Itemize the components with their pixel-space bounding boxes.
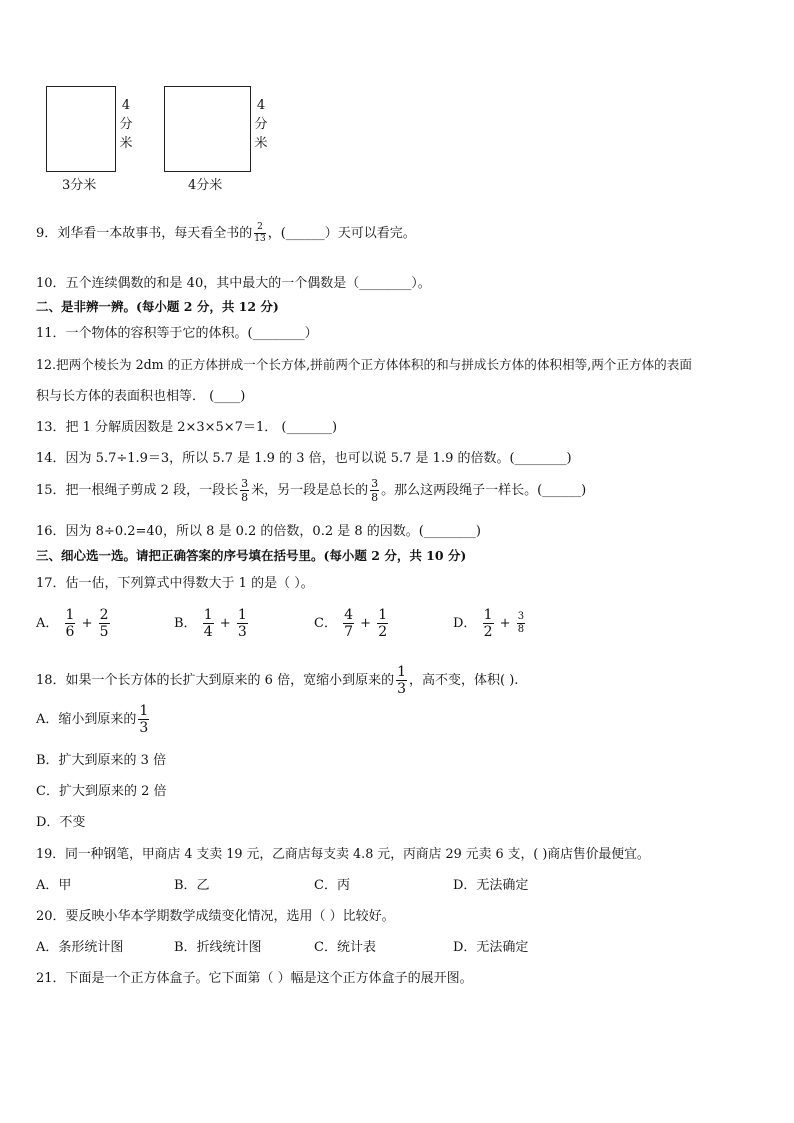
q18-option-c[interactable]: C．扩大到原来的 2 倍: [36, 784, 167, 799]
question-10: 10．五个连续偶数的和是 40，其中最大的一个偶数是（________）。: [36, 276, 431, 291]
square-4x4: [164, 86, 251, 172]
fraction: $\frac{1}{3}$: [237, 607, 247, 640]
question-12-line-1: 12.把两个棱长为 2dm 的正方体拼成一个长方体,拼前两个正方体体积的和与拼成长方体的体积相等,两个正方体的表面: [36, 357, 692, 372]
question-16: 16．因为 8÷0.2=40，所以 8 是 0.2 的倍数，0.2 是 8 的因数。(________): [36, 524, 481, 539]
q20-option-d[interactable]: D．无法确定: [453, 940, 529, 955]
q17-option-b[interactable]: B． $\frac{1}{4}$ + $\frac{1}{3}$: [174, 607, 247, 640]
fraction: $\frac{3}{8}$: [371, 477, 379, 504]
q17-option-c[interactable]: C． $\frac{4}{7}$ + $\frac{1}{2}$: [314, 607, 388, 640]
q18-option-b[interactable]: B．扩大到原来的 3 倍: [36, 753, 167, 768]
fraction: $\frac{1}{3}$: [397, 664, 406, 697]
fraction: $\frac{2}{5}$: [99, 607, 109, 640]
fraction: $\frac{3}{8}$: [517, 611, 525, 635]
question-20: 20．要反映小华本学期数学成绩变化情况，选用（ ）比较好。: [36, 909, 395, 924]
fraction: $\frac{1}{6}$: [65, 607, 75, 640]
fraction: $\frac{1}{4}$: [203, 607, 213, 640]
question-17: 17．估一估，下列算式中得数大于 1 的是（ ）。: [36, 576, 314, 591]
fraction: $\frac{1}{2}$: [378, 607, 388, 640]
fraction: $\frac{1}{2}$: [483, 607, 493, 640]
fraction: $\frac{2}{13}$: [254, 222, 266, 244]
q19-option-c[interactable]: C．丙: [314, 878, 350, 893]
rectangle-3x4: [46, 86, 116, 172]
rect2-bottom-label: 4分米: [188, 178, 223, 193]
q20-option-a[interactable]: A．条形统计图: [36, 940, 124, 955]
rect2-side-label: 4 分 米: [254, 98, 268, 151]
fraction: $\frac{4}{7}$: [344, 607, 354, 640]
q19-option-d[interactable]: D．无法确定: [453, 878, 529, 893]
q20-option-b[interactable]: B．折线统计图: [174, 940, 262, 955]
rect1-bottom-label: 3分米: [62, 178, 97, 193]
question-11: 11．一个物体的容积等于它的体积。(________）: [36, 326, 318, 341]
section-3-heading: 三、细心选一选。请把正确答案的序号填在括号里。(每小题 2 分，共 10 分): [36, 548, 467, 563]
question-9: 9．刘华看一本故事书，每天看全书的 $\frac{2}{13}$ ，(______）天可以看完。: [36, 222, 416, 244]
question-15: 15．把一根绳子剪成 2 段，一段长 $\frac{3}{8}$ 米，另一段是总长的 $\frac{3}{8}$ 。那么这两段绳子一样长。(______): [36, 477, 587, 504]
question-13: 13．把 1 分解质因数是 2×3×5×7＝1． (_______): [36, 420, 338, 435]
q18-option-d[interactable]: D．不变: [36, 815, 86, 830]
question-21: 21．下面是一个正方体盒子。它下面第（ ）幅是这个正方体盒子的展开图。: [36, 971, 473, 986]
question-18: 18．如果一个长方体的长扩大到原来的 6 倍，宽缩小到原来的 $\frac{1}{3}$ ，高不变，体积( ).: [36, 664, 519, 697]
fraction: $\frac{3}{8}$: [241, 477, 249, 504]
q17-option-d[interactable]: D． $\frac{1}{2}$ + $\frac{3}{8}$: [453, 607, 525, 640]
q19-option-b[interactable]: B．乙: [174, 878, 210, 893]
question-14: 14．因为 5.7÷1.9＝3，所以 5.7 是 1.9 的 3 倍，也可以说 5.7 是 1.9 的倍数。(________): [36, 451, 572, 466]
section-2-heading: 二、是非辨一辨。(每小题 2 分，共 12 分): [36, 299, 279, 314]
rect1-side-label: 4 分 米: [119, 98, 133, 151]
q19-option-a[interactable]: A．甲: [36, 878, 72, 893]
q17-option-a[interactable]: A． $\frac{1}{6}$ + $\frac{2}{5}$: [36, 607, 109, 640]
question-19: 19．同一种钢笔，甲商店 4 支卖 19 元，乙商店每支卖 4.8 元，丙商店 29 元卖 6 支，( )商店售价最便宜。: [36, 847, 650, 862]
fraction: $\frac{1}{3}$: [139, 703, 149, 736]
question-12-line-2: 积与长方体的表面积也相等． (____): [36, 389, 246, 404]
q18-option-a[interactable]: A．缩小到原来的 $\frac{1}{3}$: [36, 703, 149, 736]
q20-option-c[interactable]: C．统计表: [314, 940, 376, 955]
